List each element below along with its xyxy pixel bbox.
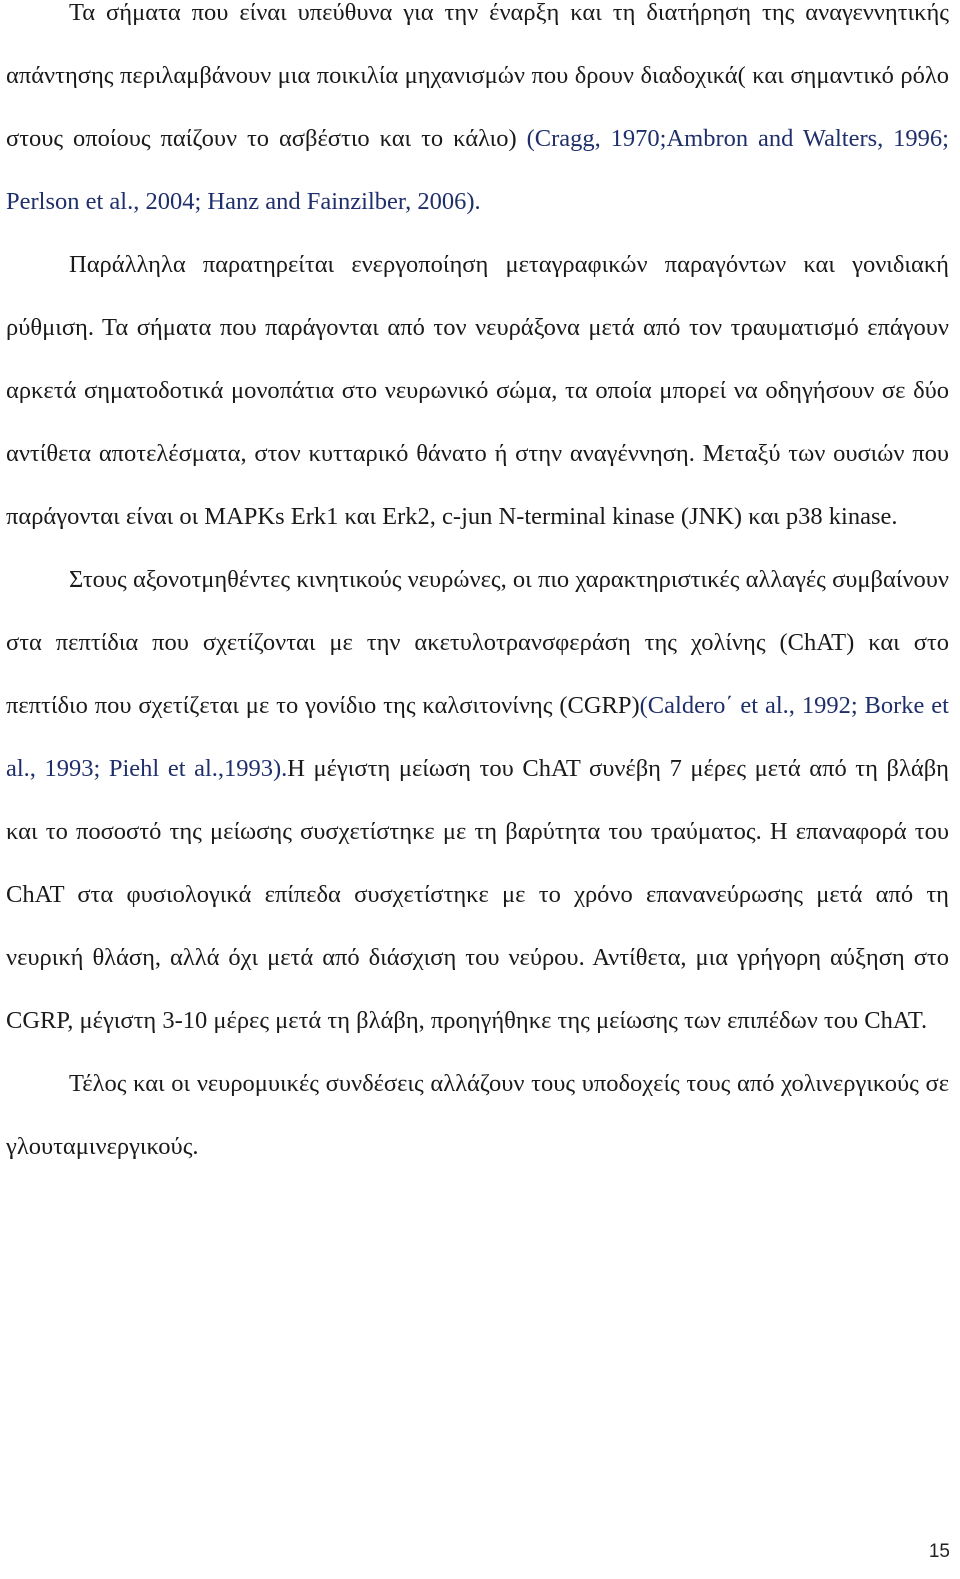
paragraph-1-text: Τα σήματα που είναι υπεύθυνα για την έναρξη και τη διατήρηση της αναγεννητικής απάντησης περιλαμβάνουν μια ποικιλία μηχανισμών που δρουν διαδοχικά( και σημαντικό ρόλο στους οποίους παίζουν το ασβέστιο και το κάλιο) bbox=[6, 0, 949, 152]
citation-2: (Caldero΄ et al., 1992; Borke et al., 1993; Piehl et al.,1993). bbox=[6, 692, 949, 782]
paragraph-2 bbox=[6, 233, 949, 548]
page-number: 15 bbox=[928, 1541, 950, 1562]
paragraph-3-text-before: Στους αξονοτμηθέντες κινητικούς νευρώνες, οι πιο χαρακτηριστικές αλλαγές συμβαίνουν στα πεπτίδια που σχετίζονται με την ακετυλοτρανσφεράση της χολίνης (ChAT) και στο πεπτίδιο που σχετίζεται με το γονίδιο της καλσιτονίνης (CGRP) bbox=[6, 566, 949, 719]
citation-1: (Cragg, 1970;Ambron and Walters, 1996; Perlson et al., 2004; Hanz and Fainzilber, 2006). bbox=[6, 125, 949, 215]
paragraph-2-text: Παράλληλα παρατηρείται ενεργοποίηση μεταγραφικών παραγόντων και γονιδιακή ρύθμιση. Τα σήματα που παράγονται από τον νευράξονα μετά από τον τραυματισμό επάγουν αρκετά σηματοδοτικά μονοπάτια στο νευρωνικό σώμα, τα οποία μπορεί να οδηγήσουν σε δύο αντίθετα αποτελέσματα, στον κυτταρικό θάνατο ή στην αναγέννηση. Μεταξύ των ουσιών που παράγονται είναι οι MAPKs Erk1 και Erk2, c-jun N-terminal kinase (JNK) και p38 kinase. bbox=[6, 251, 949, 530]
paragraph-3 bbox=[6, 548, 949, 1052]
paragraph-3-text-after: Η μέγιστη μείωση του ChAT συνέβη 7 μέρες μετά από τη βλάβη και το ποσοστό της μείωσης συσχετίστηκε με τη βαρύτητα του τραύματος. Η επαναφορά του ChAT στα φυσιολογικά επίπεδα συσχετίστηκε με το χρόνο επανανεύρωσης μετά από τη νευρική θλάση, αλλά όχι μετά από διάσχιση του νεύρου. Αντίθετα, μια γρήγορη αύξηση στο CGRP, μέγιστη 3-10 μέρες μετά τη βλάβη, προηγήθηκε της μείωσης των επιπέδων του ChAT. bbox=[6, 755, 949, 1034]
paragraph-1 bbox=[6, 0, 949, 233]
paragraph-4-text: Τέλος και οι νευρομυικές συνδέσεις αλλάζουν τους υποδοχείς τους από χολινεργικούς σε γλουταμινεργικούς. bbox=[6, 1070, 949, 1160]
document-page bbox=[6, 0, 949, 1178]
paragraph-4 bbox=[6, 1052, 949, 1178]
